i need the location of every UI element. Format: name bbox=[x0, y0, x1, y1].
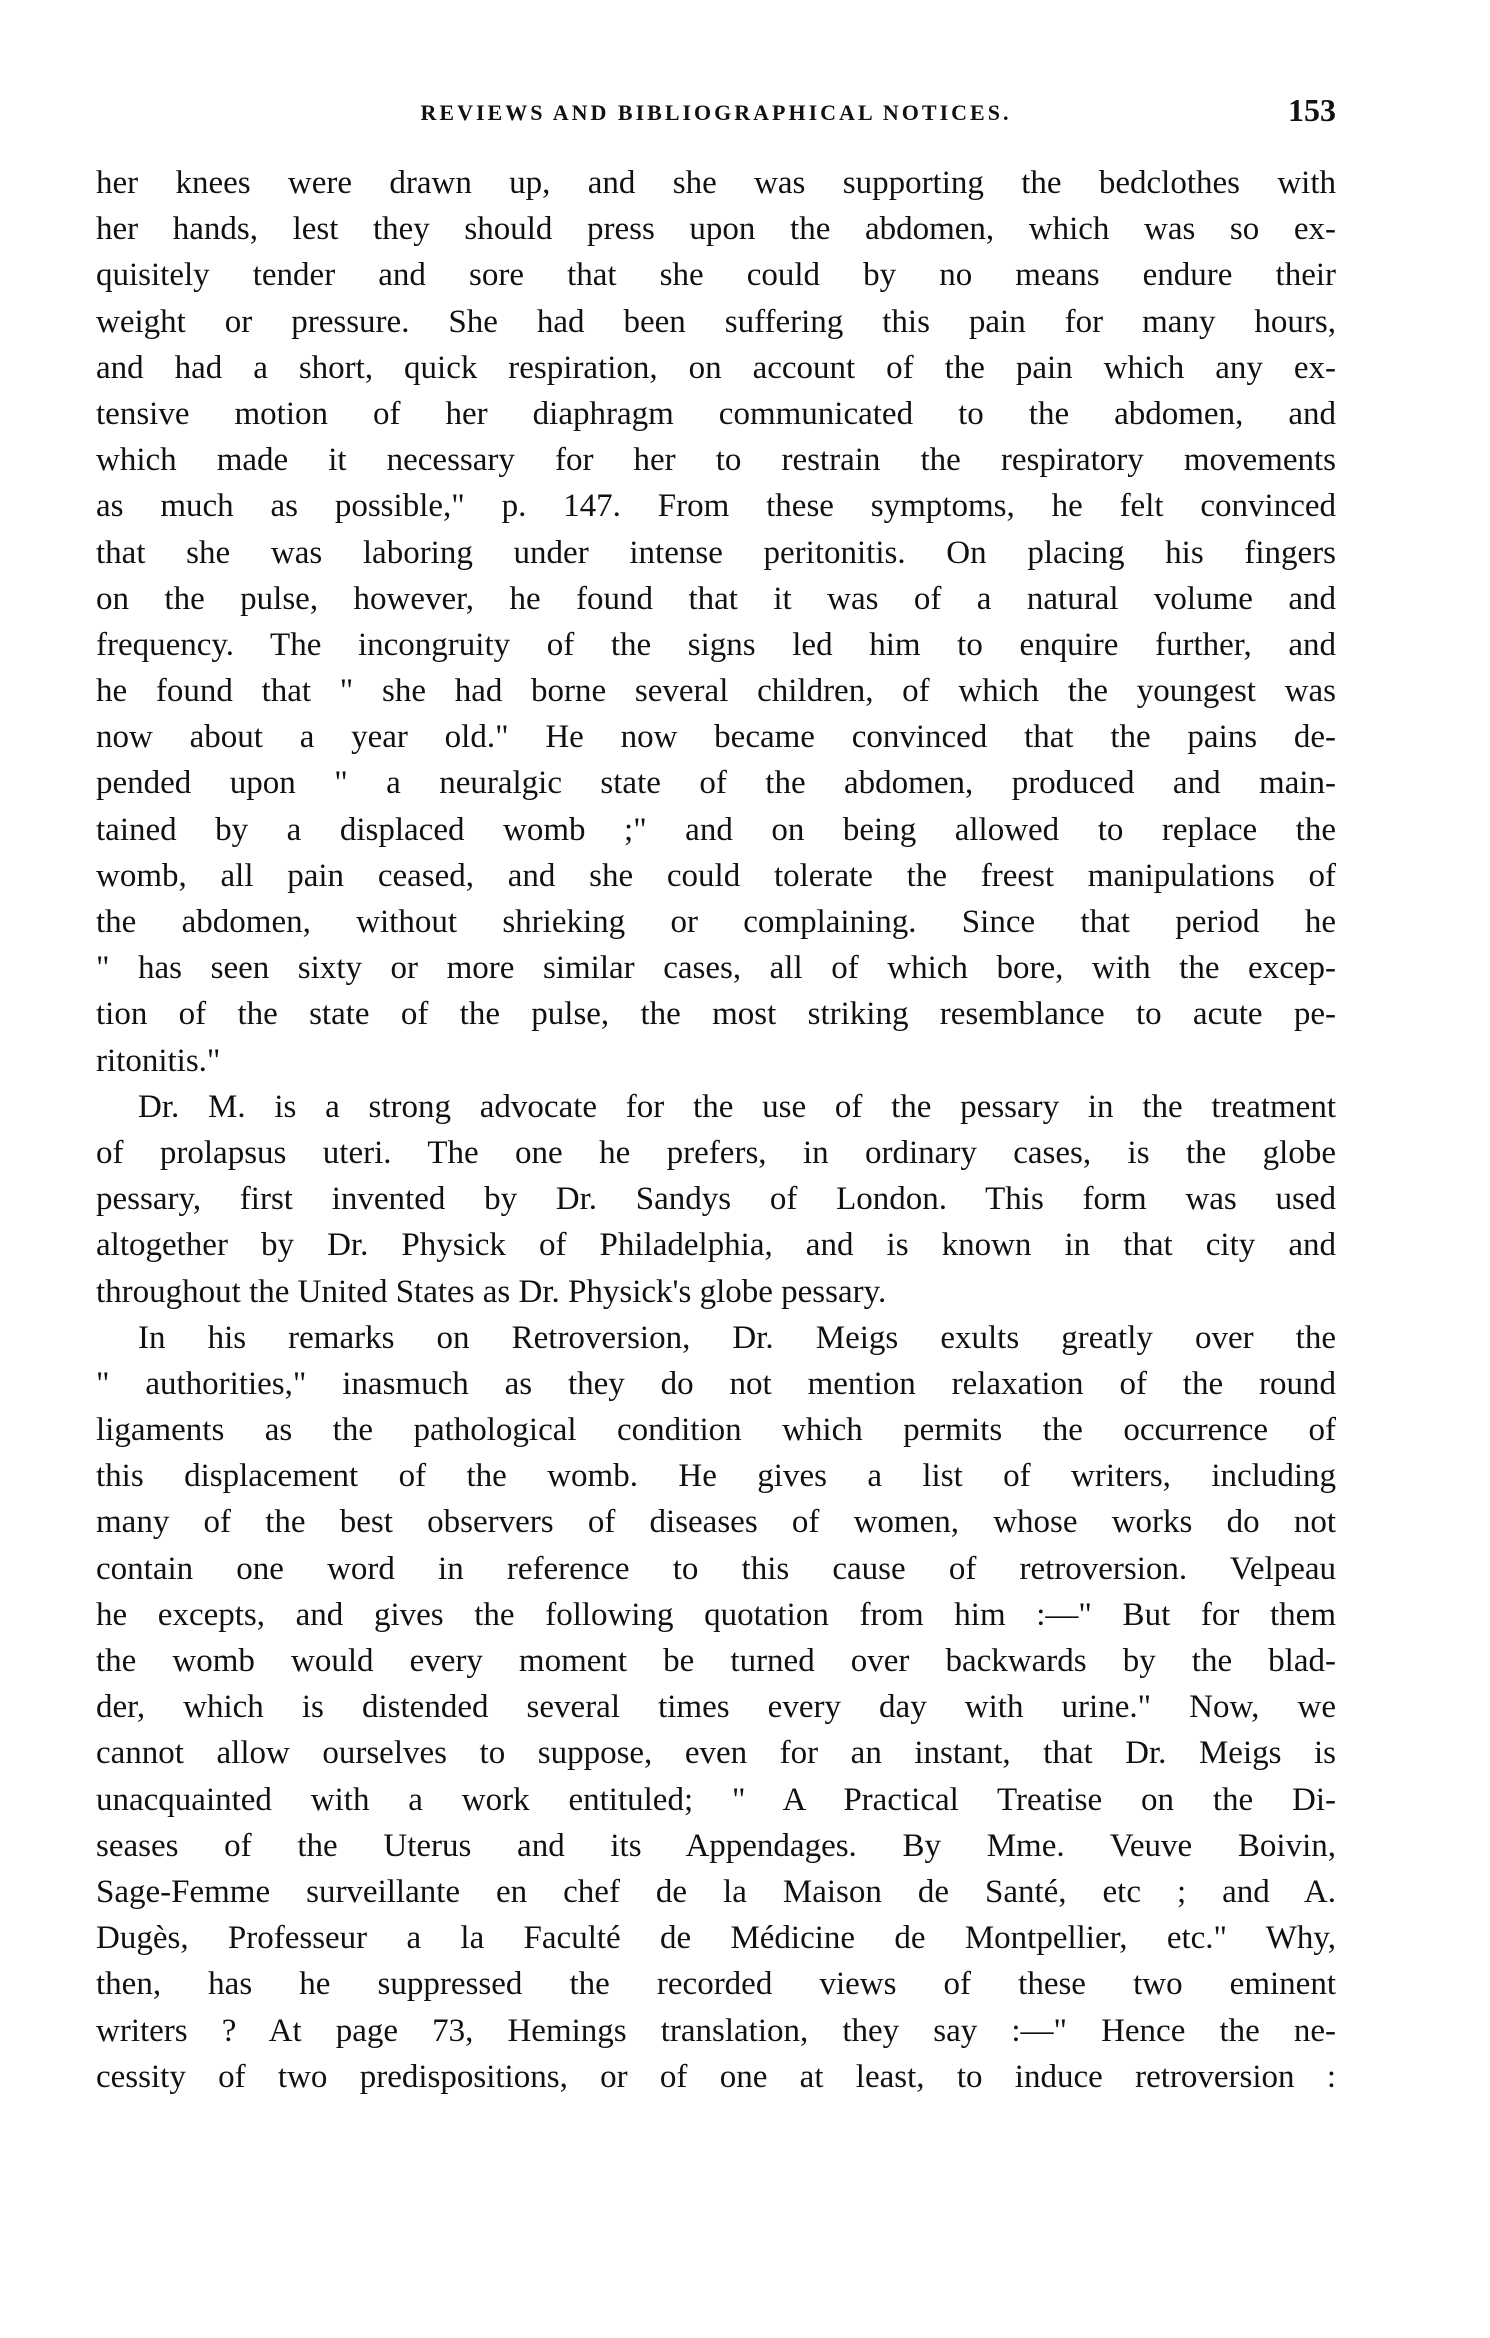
text-line: the abdomen, without shrieking or complaining. Since that period he bbox=[96, 904, 1336, 940]
text-line: pended upon " a neuralgic state of the abdomen, produced and main- bbox=[96, 765, 1336, 802]
text-line: ritonitis." bbox=[96, 1042, 221, 1079]
text-line: writers ? At page 73, Hemings translation, they say :—" Hence the ne- bbox=[96, 2012, 1336, 2049]
text-line: as much as possible," p. 147. From these symptoms, he felt convinced bbox=[96, 488, 1336, 525]
text-line: tion of the state of the pulse, the most striking resemblance to acute pe- bbox=[96, 996, 1336, 1033]
text-line: weight or pressure. She had been suffering this pain for many hours, bbox=[96, 303, 1336, 340]
text-line: cessity of two predispositions, or of one at least, to induce retroversion : bbox=[96, 2058, 1336, 2095]
text-line: Dugès, Professeur a la Faculté de Médicine de Montpellier, etc." Why, bbox=[96, 1920, 1336, 1957]
text-line: seases of the Uterus and its Appendages. By Mme. Veuve Boivin, bbox=[96, 1827, 1336, 1864]
text-line: Sage-Femme surveillante en chef de la Maison de Santé, etc ; and A. bbox=[96, 1873, 1336, 1910]
text-line: throughout the United States as Dr. Physick's globe pessary. bbox=[96, 1273, 887, 1310]
text-line: frequency. The incongruity of the signs led him to enquire further, and bbox=[96, 626, 1336, 663]
paragraph-first-line: In his remarks on Retroversion, Dr. Meigs exults greatly over the bbox=[138, 1319, 1336, 1356]
text-line: her knees were drawn up, and she was supporting the bedclothes with bbox=[96, 165, 1336, 201]
text-line: that she was laboring under intense peritonitis. On placing his fingers bbox=[96, 534, 1336, 571]
text-line: he found that " she had borne several children, of which the youngest was bbox=[96, 673, 1336, 710]
text-line: tensive motion of her diaphragm communicated to the abdomen, and bbox=[96, 395, 1336, 432]
text-line: womb, all pain ceased, and she could tolerate the freest manipulations of bbox=[96, 857, 1336, 894]
running-head bbox=[96, 92, 1336, 132]
text-line: and had a short, quick respiration, on account of the pain which any ex- bbox=[96, 349, 1336, 386]
text-line: unacquainted with a work entituled; " A Practical Treatise on the Di- bbox=[96, 1781, 1336, 1818]
text-line: " authorities," inasmuch as they do not mention relaxation of the round bbox=[96, 1365, 1336, 1402]
text-line: then, has he suppressed the recorded views of these two eminent bbox=[96, 1966, 1336, 2003]
text-line: which made it necessary for her to restrain the respiratory movements bbox=[96, 442, 1336, 479]
text-line: contain one word in reference to this cause of retroversion. Velpeau bbox=[96, 1550, 1336, 1587]
text-line: of prolapsus uteri. The one he prefers, in ordinary cases, is the globe bbox=[96, 1134, 1336, 1171]
page-number: 153 bbox=[1288, 92, 1336, 128]
text-line: cannot allow ourselves to suppose, even for an instant, that Dr. Meigs is bbox=[96, 1735, 1336, 1772]
text-line: many of the best observers of diseases of women, whose works do not bbox=[96, 1504, 1336, 1541]
text-line: now about a year old." He now became convinced that the pains de- bbox=[96, 719, 1336, 756]
text-line: this displacement of the womb. He gives a list of writers, including bbox=[96, 1458, 1336, 1495]
text-line: he excepts, and gives the following quotation from him :—" But for them bbox=[96, 1596, 1336, 1633]
paragraph-first-line: Dr. M. is a strong advocate for the use of the pessary in the treatment bbox=[138, 1088, 1336, 1125]
text-line: on the pulse, however, he found that it was of a natural volume and bbox=[96, 580, 1336, 617]
text-line: " has seen sixty or more similar cases, all of which bore, with the excep- bbox=[96, 950, 1336, 987]
text-line: quisitely tender and sore that she could by no means endure their bbox=[96, 257, 1336, 294]
text-line: pessary, first invented by Dr. Sandys of London. This form was used bbox=[96, 1181, 1336, 1218]
text-line: ligaments as the pathological condition which permits the occurrence of bbox=[96, 1412, 1336, 1449]
text-line: altogether by Dr. Physick of Philadelphia, and is known in that city and bbox=[96, 1227, 1336, 1264]
text-line: der, which is distended several times every day with urine." Now, we bbox=[96, 1689, 1336, 1726]
running-title: REVIEWS AND BIBLIOGRAPHICAL NOTICES. bbox=[420, 100, 1012, 125]
body-text bbox=[96, 160, 1336, 2100]
text-line: tained by a displaced womb ;" and on being allowed to replace the bbox=[96, 811, 1336, 848]
text-line: her hands, lest they should press upon the abdomen, which was so ex- bbox=[96, 211, 1336, 248]
text-line: the womb would every moment be turned over backwards by the blad- bbox=[96, 1643, 1336, 1679]
